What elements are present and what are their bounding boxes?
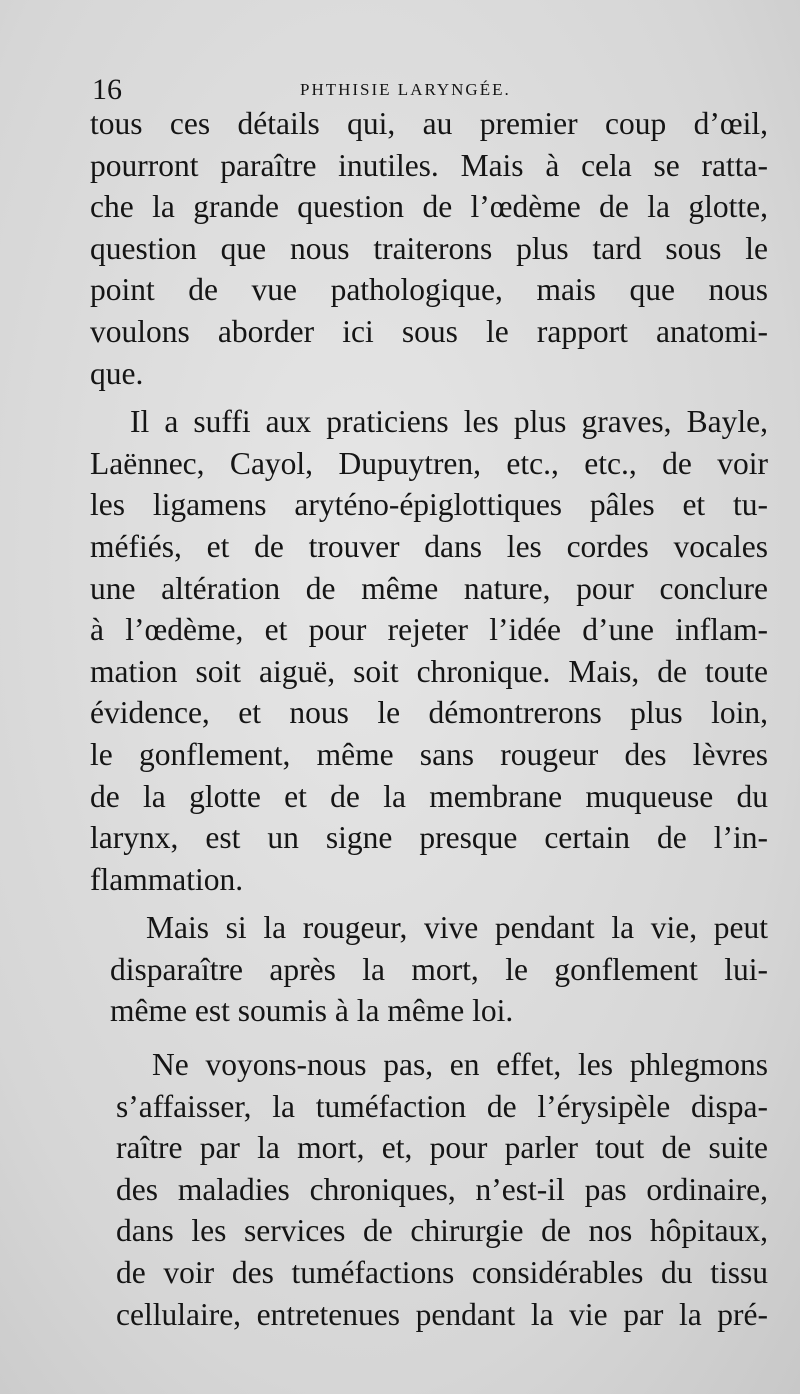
text-line: flammation.	[90, 861, 244, 897]
text-line: de la glotte et de la membrane muqueuse du	[90, 778, 768, 814]
text-line: évidence, et nous le démontrerons plus loin,	[90, 695, 768, 731]
text-line: le gonflement, même sans rougeur des lèvres	[90, 736, 768, 772]
paragraph-4	[90, 1044, 768, 1335]
text-line: tous ces détails qui, au premier coup d’œil,	[90, 106, 768, 141]
text-line: mation soit aiguë, soit chronique. Mais, de toute	[90, 653, 768, 689]
text-line: larynx, est un signe presque certain de l’in-	[90, 820, 768, 856]
text-line: Laënnec, Cayol, Dupuytren, etc., etc., de voir	[90, 445, 768, 481]
text-line: même est soumis à la même loi.	[110, 993, 514, 1029]
paragraph-3	[90, 907, 768, 1032]
text-line: s’affaisser, la tuméfaction de l’érysipèle dispa-	[116, 1088, 768, 1124]
text-line: Ne voyons-nous pas, en effet, les phlegmons	[152, 1047, 768, 1083]
text-line: point de vue pathologique, mais que nous	[90, 272, 768, 308]
text-line: question que nous traiterons plus tard sous le	[90, 230, 768, 266]
text-line: à l’œdème, et pour rejeter l’idée d’une inflam-	[90, 612, 768, 648]
text-line: que.	[90, 355, 144, 391]
running-title: PHTHISIE LARYNGÉE.	[300, 80, 511, 99]
page-number: 16	[92, 73, 122, 106]
text-line: dans les services de chirurgie de nos hôpitaux,	[116, 1213, 768, 1249]
text-line: voulons aborder ici sous le rapport anatomi-	[90, 313, 768, 349]
text-line: des maladies chroniques, n’est-il pas ordinaire,	[116, 1171, 768, 1207]
body-text	[90, 103, 768, 1335]
text-line: disparaître après la mort, le gonflement lui-	[110, 951, 768, 987]
text-line: raître par la mort, et, pour parler tout de suite	[116, 1130, 768, 1166]
paragraph-2	[90, 401, 768, 900]
text-line: les ligamens aryténo-épiglottiques pâles et tu-	[90, 487, 768, 523]
text-line: Mais si la rougeur, vive pendant la vie, peut	[146, 910, 768, 946]
text-line: che la grande question de l’œdème de la glotte,	[90, 189, 768, 225]
text-line: de voir des tuméfactions considérables du tissu	[116, 1255, 768, 1291]
text-line: pourront paraître inutiles. Mais à cela se ratta-	[90, 147, 768, 183]
paragraph-1	[90, 103, 768, 394]
text-line: méfiés, et de trouver dans les cordes vocales	[90, 528, 768, 564]
text-line: une altération de même nature, pour conclure	[90, 570, 768, 606]
text-line: cellulaire, entretenues pendant la vie par la pré-	[116, 1296, 768, 1332]
text-line: Il a suffi aux praticiens les plus graves, Bayle,	[130, 404, 768, 440]
